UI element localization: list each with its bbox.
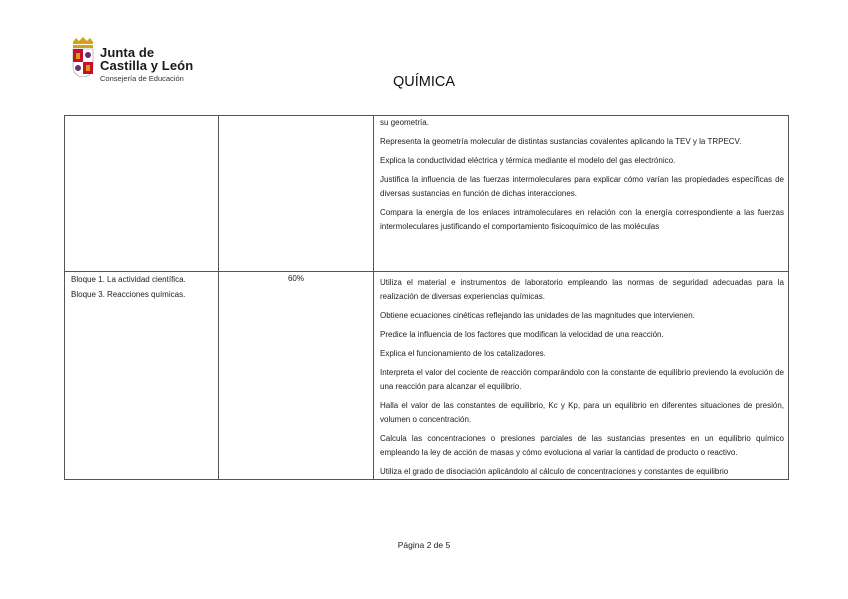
criterion-text: Utiliza el grado de disociación aplicándolo al cálculo de concentraciones y constantes de equilibrio [380, 467, 729, 476]
criterion-text: Predice la influencia de los factores que modifican la velocidad de una reacción. [380, 330, 664, 339]
criterion-text: Explica el funcionamiento de los catalizadores. [380, 349, 546, 358]
coat-of-arms-icon [70, 36, 96, 78]
logo-line-1: Junta de [100, 45, 155, 60]
logo-subtitle: Consejería de Educación [100, 74, 184, 83]
table-row [65, 272, 789, 480]
page-number: Página 2 de 5 [397, 540, 451, 550]
criteria-cell [374, 116, 789, 272]
evaluation-table [64, 115, 789, 480]
weight-cell [219, 116, 374, 272]
criterion-text: Calcula las concentraciones o presiones parciales de las sustancias presentes en un equilibrio químico empleando la ley de acción de masas y cómo evoluciona al variar la cantidad de producto o reactivo. [380, 434, 784, 457]
criterion-text: Obtiene ecuaciones cinéticas reflejando las unidades de las magnitudes que intervienen. [380, 311, 695, 320]
criterion-text: Representa la geometría molecular de distintas sustancias covalentes aplicando la TEV y la TRPECV. [380, 137, 742, 146]
criterion-text: Utiliza el material e instrumentos de laboratorio empleando las normas de seguridad adecuadas para la realización de diversas experiencias químicas. [380, 278, 784, 301]
criterion-text: su geometría. [380, 118, 429, 127]
page-title: QUÍMICA [392, 74, 456, 90]
criterion-text: Justifica la influencia de las fuerzas intermoleculares para explicar cómo varían las propiedades específicas de diversas sustancias en función de dichas interacciones. [380, 175, 784, 198]
table-row [65, 116, 789, 272]
weight-cell: 60% [219, 272, 374, 480]
criterion-text: Interpreta el valor del cociente de reacción comparándolo con la constante de equilibrio previendo la evolución de una reacción para alcanzar el equilibrio. [380, 368, 784, 391]
block-label: Bloque 3. Reacciones químicas. [71, 290, 186, 299]
criterion-text: Halla el valor de las constantes de equilibrio, Kc y Kp, para un equilibrio en diferentes situaciones de presión, volumen o concentración. [380, 401, 784, 424]
blocks-cell [65, 272, 219, 480]
criteria-cell [374, 272, 789, 480]
criterion-text: Explica la conductividad eléctrica y térmica mediante el modelo del gas electrónico. [380, 156, 676, 165]
logo-line-2: Castilla y León [100, 58, 194, 73]
block-label: Bloque 1. La actividad científica. [71, 275, 186, 284]
blocks-cell [65, 116, 219, 272]
criterion-text: Compara la energía de los enlaces intramoleculares en relación con la energía correspondiente a las fuerzas intermoleculares justificando el comportamiento fisicoquímico de las moléculas [380, 208, 784, 231]
